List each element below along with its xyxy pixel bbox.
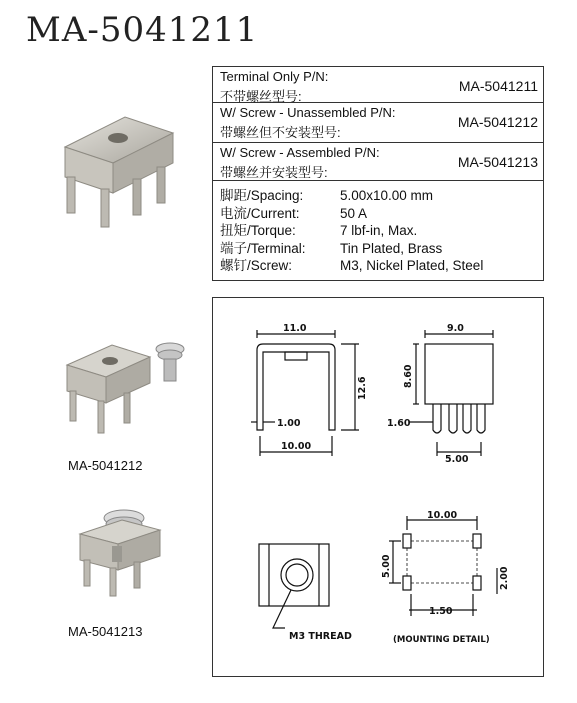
dim-leg-pitch: 5.00 <box>445 454 469 465</box>
property-value: 5.00x10.00 mm <box>340 188 434 203</box>
spec-row-label-cn: 不带螺丝型号: <box>220 89 302 104</box>
properties-list <box>220 187 483 275</box>
property-label: 电流/Current: <box>220 205 300 221</box>
dim-side-width: 9.0 <box>447 323 464 334</box>
mounting-detail-label: (MOUNTING DETAIL) <box>393 635 490 645</box>
page-title: MA-5041211 <box>26 10 259 50</box>
spec-row-label-cn: 带螺丝但不安装型号: <box>220 125 341 140</box>
assembled-terminal-photo <box>72 500 172 600</box>
spec-row-label: Terminal Only P/N: <box>220 69 329 84</box>
property-value: Tin Plated, Brass <box>340 240 443 256</box>
thread-label: M3 THREAD <box>289 631 352 642</box>
property-spacing <box>220 187 483 205</box>
property-value: 50 A <box>340 205 368 221</box>
dim-mount-offset: 1.50 <box>429 606 453 617</box>
technical-drawing <box>212 297 544 677</box>
spec-row-terminal-only <box>213 67 543 103</box>
property-terminal <box>220 240 483 258</box>
dim-leg-gap: 1.60 <box>387 418 411 429</box>
terminal-photo <box>45 105 195 235</box>
property-label: 脚距/Spacing: <box>220 188 304 203</box>
terminal-with-screw-photo <box>62 335 192 440</box>
dim-side-height: 8.60 <box>403 364 414 388</box>
property-torque <box>220 222 483 240</box>
part-number: MA-5041213 <box>457 154 538 170</box>
dim-mount-y-right: 2.00 <box>499 566 510 590</box>
dim-width-bottom: 10.00 <box>281 441 312 452</box>
property-screw <box>220 257 483 275</box>
spec-row-label: W/ Screw - Unassembled P/N: <box>220 105 396 120</box>
spec-row-unassembled <box>213 103 543 143</box>
thread-leader <box>273 590 291 628</box>
caption-unassembled: MA-5041212 <box>68 458 143 473</box>
property-label: 螺钉/Screw: <box>220 258 293 273</box>
spec-row-assembled <box>213 143 543 181</box>
side-view-body <box>425 344 493 404</box>
part-number: MA-5041211 <box>458 78 538 94</box>
property-value: M3, Nickel Plated, Steel <box>340 258 484 273</box>
property-label: 扭矩/Torque: <box>220 223 296 238</box>
property-label: 端子/Terminal: <box>220 240 306 256</box>
spec-table <box>212 66 544 281</box>
caption-assembled: MA-5041213 <box>68 624 143 639</box>
dim-mount-x: 10.00 <box>427 510 458 521</box>
front-view-tab <box>285 352 307 360</box>
dim-width-top: 11.0 <box>283 323 307 334</box>
spec-row-label: W/ Screw - Assembled P/N: <box>220 145 380 160</box>
side-view-legs <box>433 404 485 433</box>
mounting-pads <box>403 534 481 590</box>
part-number: MA-5041212 <box>457 114 538 130</box>
dim-height-side: 12.6 <box>357 376 368 400</box>
property-current <box>220 205 483 223</box>
dim-leg-width: 1.00 <box>277 418 301 429</box>
spec-row-label-cn: 带螺丝并安装型号: <box>220 165 328 180</box>
property-value: 7 lbf-in, Max. <box>340 223 418 238</box>
dim-mount-y-left: 5.00 <box>381 554 392 578</box>
